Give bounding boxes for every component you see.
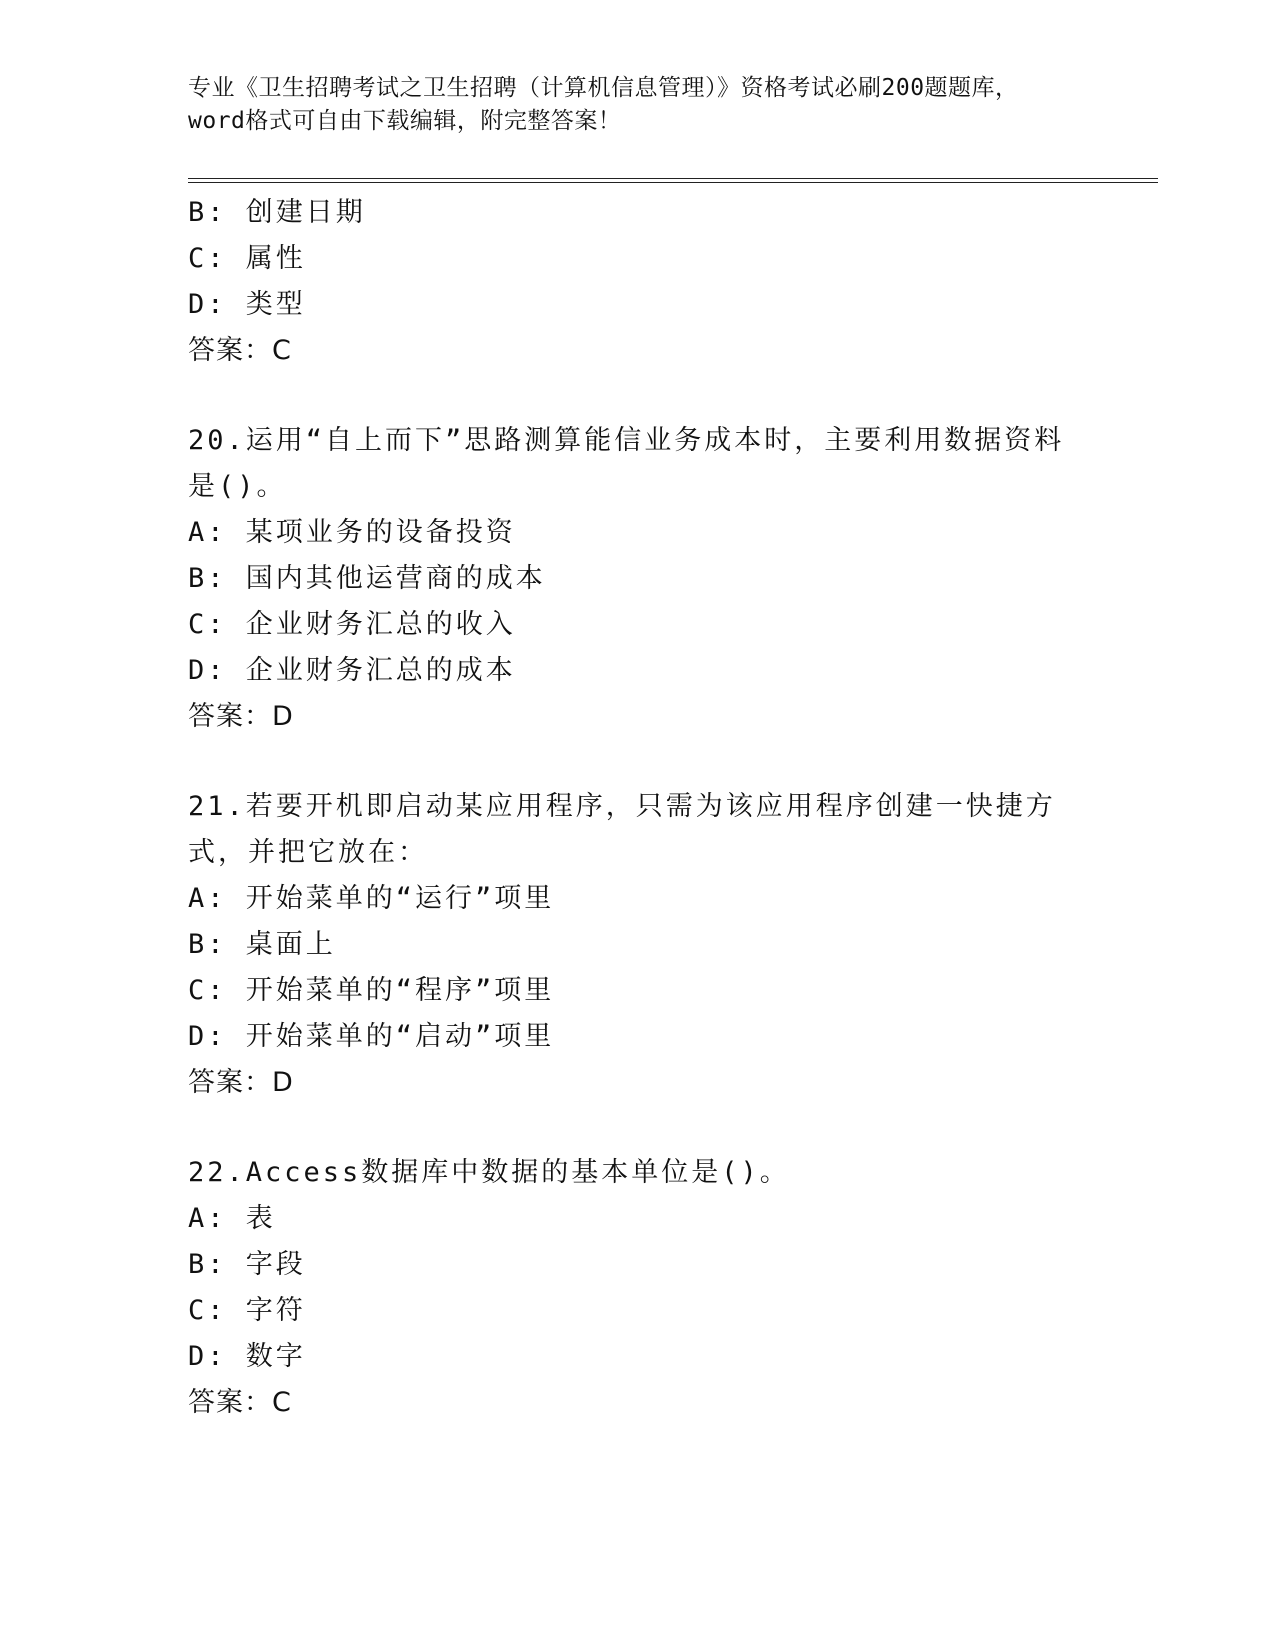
question-20 [188, 418, 1108, 740]
option-a: A: 某项业务的设备投资 [188, 517, 516, 548]
answer: 答案：C [188, 1387, 292, 1418]
question-text: 22.Access数据库中数据的基本单位是()。 [188, 1157, 790, 1188]
question-text: 20.运用“自上而下”思路测算能信业务成本时，主要利用数据资料是()。 [188, 425, 1065, 502]
option-b: B: 创建日期 [188, 197, 366, 228]
option-d: D: 企业财务汇总的成本 [188, 655, 516, 686]
option-c: C: 开始菜单的“程序”项里 [188, 975, 555, 1006]
option-c: C: 属性 [188, 243, 306, 274]
option-d: D: 类型 [188, 289, 306, 320]
option-c: C: 企业财务汇总的收入 [188, 609, 516, 640]
option-b: B: 国内其他运营商的成本 [188, 563, 546, 594]
option-b: B: 桌面上 [188, 929, 336, 960]
question-text: 21.若要开机即启动某应用程序，只需为该应用程序创建一快捷方式，并把它放在： [188, 791, 1056, 868]
question-22 [188, 1150, 1108, 1426]
option-b: B: 字段 [188, 1249, 306, 1280]
header-line-2: word格式可自由下载编辑，附完整答案！ [188, 108, 622, 134]
option-d: D: 数字 [188, 1341, 306, 1372]
option-a: A: 表 [188, 1203, 276, 1234]
answer: 答案：D [188, 1067, 294, 1098]
option-c: C: 字符 [188, 1295, 306, 1326]
answer: 答案：D [188, 701, 294, 732]
question-19-partial [188, 190, 1108, 374]
option-d: D: 开始菜单的“启动”项里 [188, 1021, 555, 1052]
document-body [188, 190, 1108, 1426]
answer: 答案：C [188, 335, 292, 366]
header-line-1: 专业《卫生招聘考试之卫生招聘（计算机信息管理）》资格考试必刷200题题库， [188, 75, 1019, 101]
header-divider [188, 178, 1158, 184]
document-header [188, 72, 1088, 138]
question-21 [188, 784, 1108, 1106]
option-a: A: 开始菜单的“运行”项里 [188, 883, 555, 914]
